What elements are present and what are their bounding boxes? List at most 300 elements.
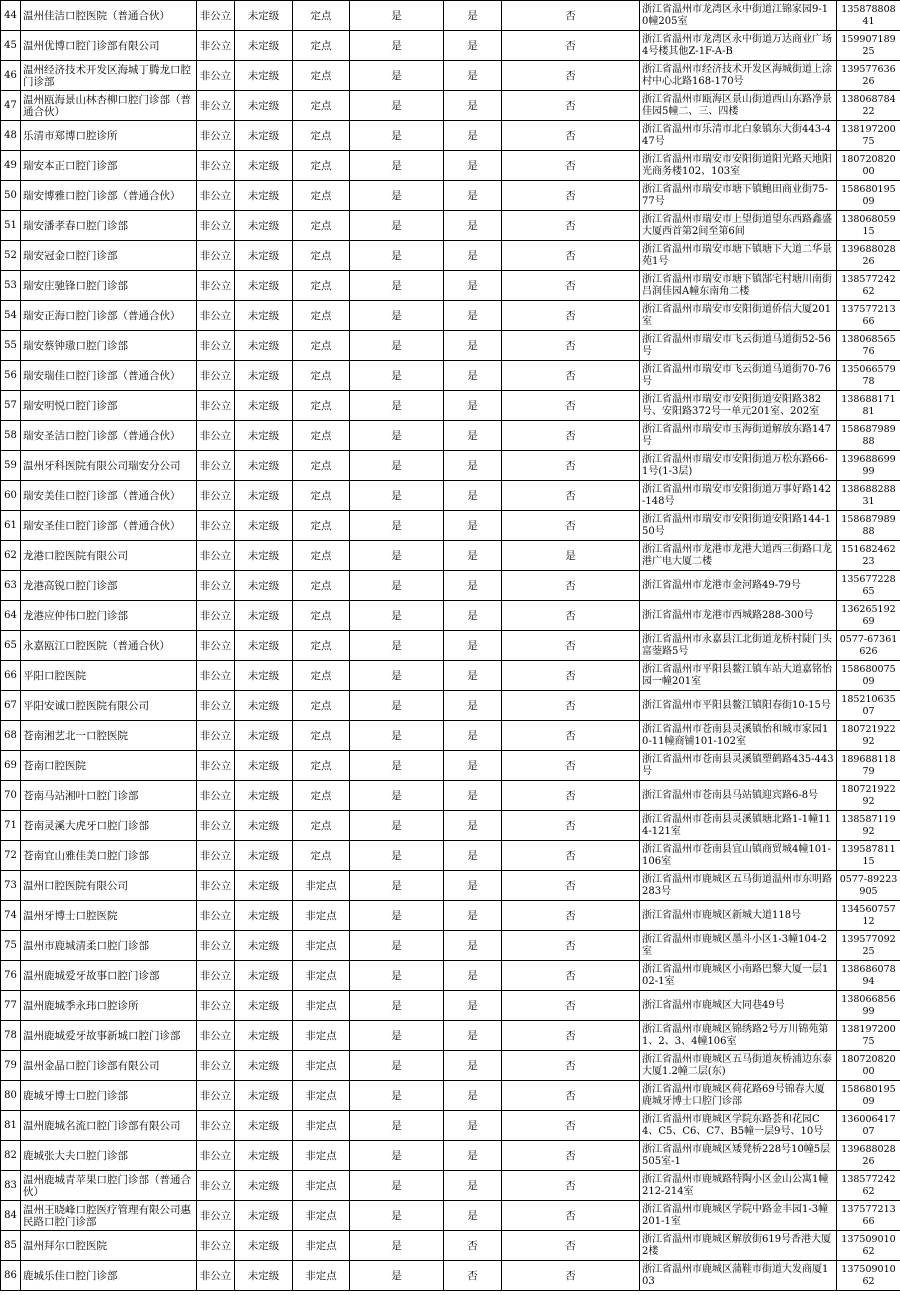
- address-cell: 浙江省温州市平阳县鳌江镇车站大道嘉铭怡园一幢201室: [640, 661, 837, 691]
- grade-cell: 未定级: [235, 781, 293, 811]
- row-number-cell: 81: [1, 1111, 21, 1141]
- table-row: [1, 1261, 900, 1291]
- row-number-cell: 45: [1, 31, 21, 61]
- flag-b-cell: 是: [444, 841, 502, 871]
- flag-b-cell: 是: [444, 961, 502, 991]
- grade-cell: 未定级: [235, 301, 293, 331]
- table-row: [1, 151, 900, 181]
- ownership-cell: 非公立: [197, 61, 235, 91]
- phone-cell: 15168246223: [837, 541, 900, 571]
- table-row: [1, 991, 900, 1021]
- grade-cell: 未定级: [235, 421, 293, 451]
- table-row: [1, 751, 900, 781]
- table-row: [1, 271, 900, 301]
- address-cell: 浙江省温州市苍南县灵溪镇塑鹤路435-443号: [640, 751, 837, 781]
- flag-a-cell: 是: [350, 361, 444, 391]
- flag-a-cell: 是: [350, 481, 444, 511]
- ownership-cell: 非公立: [197, 1051, 235, 1081]
- row-number-cell: 57: [1, 391, 21, 421]
- phone-cell: 13757721366: [837, 1201, 900, 1231]
- flag-c-cell: 否: [502, 91, 640, 121]
- designation-cell: 非定点: [293, 901, 350, 931]
- address-cell: 浙江省温州市鹿城区解放街619号香港大厦2楼: [640, 1231, 837, 1261]
- grade-cell: 未定级: [235, 721, 293, 751]
- grade-cell: 未定级: [235, 1171, 293, 1201]
- table-row: [1, 511, 900, 541]
- table-body: [1, 1, 900, 1291]
- grade-cell: 未定级: [235, 661, 293, 691]
- address-cell: 浙江省温州市鹿城区五马街道温州市东明路283号: [640, 871, 837, 901]
- address-cell: 浙江省温州市鹿城区锦绣路2号万川锦苑第1、2、3、4幢106室: [640, 1021, 837, 1051]
- row-number-cell: 79: [1, 1051, 21, 1081]
- designation-cell: 非定点: [293, 1201, 350, 1231]
- institution-name-cell: 温州鹿城爱牙故事新城口腔门诊部: [21, 1021, 197, 1051]
- table-row: [1, 91, 900, 121]
- institution-name-cell: 苍南马站湘叶口腔门诊部: [21, 781, 197, 811]
- phone-cell: 13968802826: [837, 1141, 900, 1171]
- flag-a-cell: 是: [350, 571, 444, 601]
- table-row: [1, 691, 900, 721]
- flag-a-cell: 是: [350, 961, 444, 991]
- address-cell: 浙江省温州市瑞安市玉海街道解放东路147号: [640, 421, 837, 451]
- flag-b-cell: 是: [444, 511, 502, 541]
- row-number-cell: 48: [1, 121, 21, 151]
- flag-a-cell: 是: [350, 61, 444, 91]
- ownership-cell: 非公立: [197, 631, 235, 661]
- grade-cell: 未定级: [235, 61, 293, 91]
- row-number-cell: 77: [1, 991, 21, 1021]
- flag-b-cell: 是: [444, 31, 502, 61]
- table-row: [1, 541, 900, 571]
- row-number-cell: 67: [1, 691, 21, 721]
- flag-c-cell: 否: [502, 451, 640, 481]
- grade-cell: 未定级: [235, 211, 293, 241]
- table-row: [1, 1021, 900, 1051]
- flag-b-cell: 是: [444, 301, 502, 331]
- designation-cell: 非定点: [293, 1021, 350, 1051]
- phone-cell: 18072192292: [837, 721, 900, 751]
- phone-cell: 13587880841: [837, 1, 900, 31]
- row-number-cell: 82: [1, 1141, 21, 1171]
- row-number-cell: 53: [1, 271, 21, 301]
- grade-cell: 未定级: [235, 241, 293, 271]
- row-number-cell: 65: [1, 631, 21, 661]
- grade-cell: 未定级: [235, 1261, 293, 1291]
- flag-a-cell: 是: [350, 121, 444, 151]
- designation-cell: 非定点: [293, 1261, 350, 1291]
- designation-cell: 定点: [293, 451, 350, 481]
- phone-cell: 13968869999: [837, 451, 900, 481]
- grade-cell: 未定级: [235, 1201, 293, 1231]
- institution-name-cell: 龙港应仲伟口腔门诊部: [21, 601, 197, 631]
- designation-cell: 非定点: [293, 871, 350, 901]
- flag-a-cell: 是: [350, 91, 444, 121]
- flag-c-cell: 否: [502, 1201, 640, 1231]
- table-row: [1, 811, 900, 841]
- designation-cell: 非定点: [293, 1111, 350, 1141]
- table-row: [1, 1081, 900, 1111]
- ownership-cell: 非公立: [197, 391, 235, 421]
- designation-cell: 定点: [293, 391, 350, 421]
- ownership-cell: 非公立: [197, 511, 235, 541]
- institution-name-cell: 温州王晓峰口腔医疗管理有限公司惠民路口腔门诊部: [21, 1201, 197, 1231]
- grade-cell: 未定级: [235, 841, 293, 871]
- phone-cell: 13806685699: [837, 991, 900, 1021]
- flag-b-cell: 是: [444, 571, 502, 601]
- address-cell: 浙江省温州市龙港市西城路288-300号: [640, 601, 837, 631]
- grade-cell: 未定级: [235, 121, 293, 151]
- row-number-cell: 68: [1, 721, 21, 751]
- table-row: [1, 1141, 900, 1171]
- flag-a-cell: 是: [350, 1081, 444, 1111]
- flag-c-cell: 否: [502, 1141, 640, 1171]
- designation-cell: 非定点: [293, 1051, 350, 1081]
- flag-b-cell: 是: [444, 601, 502, 631]
- flag-b-cell: 是: [444, 631, 502, 661]
- phone-cell: 13506657978: [837, 361, 900, 391]
- row-number-cell: 86: [1, 1261, 21, 1291]
- row-number-cell: 83: [1, 1171, 21, 1201]
- ownership-cell: 非公立: [197, 781, 235, 811]
- flag-b-cell: 是: [444, 871, 502, 901]
- table-row: [1, 1111, 900, 1141]
- designation-cell: 定点: [293, 661, 350, 691]
- flag-b-cell: 是: [444, 751, 502, 781]
- institution-name-cell: 瑞安蔡钟璈口腔门诊部: [21, 331, 197, 361]
- row-number-cell: 60: [1, 481, 21, 511]
- row-number-cell: 80: [1, 1081, 21, 1111]
- flag-a-cell: 是: [350, 301, 444, 331]
- designation-cell: 定点: [293, 91, 350, 121]
- designation-cell: 定点: [293, 481, 350, 511]
- flag-c-cell: 否: [502, 1051, 640, 1081]
- institution-name-cell: 温州鹿城季永玮口腔诊所: [21, 991, 197, 1021]
- phone-cell: 15868019509: [837, 1081, 900, 1111]
- address-cell: 浙江省温州市瓯海区景山街道西山东路净景佳园5幢二、三、四楼: [640, 91, 837, 121]
- designation-cell: 非定点: [293, 1081, 350, 1111]
- institution-name-cell: 温州优博口腔门诊部有限公司: [21, 31, 197, 61]
- flag-c-cell: 否: [502, 421, 640, 451]
- ownership-cell: 非公立: [197, 241, 235, 271]
- table-row: [1, 1231, 900, 1261]
- phone-cell: 13750901062: [837, 1261, 900, 1291]
- address-cell: 浙江省温州市瑞安市塘下镇鲍田商业街75-77号: [640, 181, 837, 211]
- address-cell: 浙江省温州市永嘉县江北街道龙桥村陡门头富蓥路5号: [640, 631, 837, 661]
- table-row: [1, 421, 900, 451]
- row-number-cell: 84: [1, 1201, 21, 1231]
- flag-a-cell: 是: [350, 31, 444, 61]
- ownership-cell: 非公立: [197, 811, 235, 841]
- flag-a-cell: 是: [350, 781, 444, 811]
- grade-cell: 未定级: [235, 1, 293, 31]
- flag-a-cell: 是: [350, 931, 444, 961]
- address-cell: 浙江省温州市龙湾区永中街道江锦家园9-10幢205室: [640, 1, 837, 31]
- flag-b-cell: 是: [444, 61, 502, 91]
- flag-a-cell: 是: [350, 1111, 444, 1141]
- grade-cell: 未定级: [235, 571, 293, 601]
- flag-c-cell: 否: [502, 571, 640, 601]
- table-row: [1, 241, 900, 271]
- grade-cell: 未定级: [235, 31, 293, 61]
- table-row: [1, 601, 900, 631]
- grade-cell: 未定级: [235, 1021, 293, 1051]
- ownership-cell: 非公立: [197, 721, 235, 751]
- row-number-cell: 73: [1, 871, 21, 901]
- flag-b-cell: 是: [444, 151, 502, 181]
- address-cell: 浙江省温州市瑞安市安阳街道安阳路144-150号: [640, 511, 837, 541]
- row-number-cell: 72: [1, 841, 21, 871]
- flag-a-cell: 是: [350, 1141, 444, 1171]
- phone-cell: 13567722865: [837, 571, 900, 601]
- flag-a-cell: 是: [350, 181, 444, 211]
- designation-cell: 定点: [293, 631, 350, 661]
- institution-name-cell: 温州鹿城青苹果口腔门诊部（普通合伙）: [21, 1171, 197, 1201]
- phone-cell: 13819720075: [837, 121, 900, 151]
- ownership-cell: 非公立: [197, 661, 235, 691]
- grade-cell: 未定级: [235, 481, 293, 511]
- institution-name-cell: 瑞安冠金口腔门诊部: [21, 241, 197, 271]
- flag-a-cell: 是: [350, 331, 444, 361]
- grade-cell: 未定级: [235, 1111, 293, 1141]
- phone-cell: 13819720075: [837, 1021, 900, 1051]
- row-number-cell: 70: [1, 781, 21, 811]
- flag-a-cell: 是: [350, 151, 444, 181]
- table-row: [1, 1171, 900, 1201]
- flag-b-cell: 是: [444, 181, 502, 211]
- flag-c-cell: 否: [502, 211, 640, 241]
- address-cell: 浙江省温州市瑞安市塘下镇郜宅村塘川南街吕润佳园A幢东南角二楼: [640, 271, 837, 301]
- institution-name-cell: 温州鹿城名流口腔门诊部有限公司: [21, 1111, 197, 1141]
- ownership-cell: 非公立: [197, 691, 235, 721]
- flag-c-cell: 否: [502, 691, 640, 721]
- address-cell: 浙江省温州市鹿城区墨斗小区1-3幢104-2室: [640, 931, 837, 961]
- flag-c-cell: 否: [502, 631, 640, 661]
- ownership-cell: 非公立: [197, 1141, 235, 1171]
- flag-a-cell: 是: [350, 751, 444, 781]
- flag-a-cell: 是: [350, 601, 444, 631]
- address-cell: 浙江省温州市鹿城区新城大道118号: [640, 901, 837, 931]
- table-row: [1, 871, 900, 901]
- flag-c-cell: 否: [502, 661, 640, 691]
- row-number-cell: 55: [1, 331, 21, 361]
- flag-b-cell: 是: [444, 241, 502, 271]
- grade-cell: 未定级: [235, 931, 293, 961]
- flag-c-cell: 否: [502, 121, 640, 151]
- ownership-cell: 非公立: [197, 151, 235, 181]
- ownership-cell: 非公立: [197, 901, 235, 931]
- flag-b-cell: 是: [444, 121, 502, 151]
- grade-cell: 未定级: [235, 901, 293, 931]
- phone-cell: 18968811879: [837, 751, 900, 781]
- institution-name-cell: 温州鹿城爱牙故事口腔门诊部: [21, 961, 197, 991]
- row-number-cell: 75: [1, 931, 21, 961]
- designation-cell: 定点: [293, 361, 350, 391]
- institution-name-cell: 苍南灵溪大虎牙口腔门诊部: [21, 811, 197, 841]
- row-number-cell: 85: [1, 1231, 21, 1261]
- phone-cell: 15868019509: [837, 181, 900, 211]
- flag-a-cell: 是: [350, 1, 444, 31]
- institution-name-cell: 瑞安瑞佳口腔门诊部（普通合伙）: [21, 361, 197, 391]
- address-cell: 浙江省温州市龙港市龙港大道西三街路口龙港广电大厦二楼: [640, 541, 837, 571]
- table-row: [1, 361, 900, 391]
- flag-a-cell: 是: [350, 541, 444, 571]
- flag-c-cell: 否: [502, 1021, 640, 1051]
- flag-a-cell: 是: [350, 391, 444, 421]
- table-row: [1, 721, 900, 751]
- row-number-cell: 62: [1, 541, 21, 571]
- table-row: [1, 331, 900, 361]
- table-row: [1, 1201, 900, 1231]
- flag-b-cell: 是: [444, 1021, 502, 1051]
- ownership-cell: 非公立: [197, 271, 235, 301]
- ownership-cell: 非公立: [197, 361, 235, 391]
- phone-cell: 15868007509: [837, 661, 900, 691]
- designation-cell: 定点: [293, 31, 350, 61]
- flag-c-cell: 否: [502, 361, 640, 391]
- flag-b-cell: 是: [444, 1201, 502, 1231]
- table-row: [1, 31, 900, 61]
- grade-cell: 未定级: [235, 91, 293, 121]
- phone-cell: 15990718925: [837, 31, 900, 61]
- phone-cell: 13968802826: [837, 241, 900, 271]
- designation-cell: 定点: [293, 571, 350, 601]
- flag-c-cell: 否: [502, 601, 640, 631]
- grade-cell: 未定级: [235, 541, 293, 571]
- address-cell: 浙江省温州市苍南县宜山镇商贸城4幢101-106室: [640, 841, 837, 871]
- ownership-cell: 非公立: [197, 1021, 235, 1051]
- flag-c-cell: 否: [502, 811, 640, 841]
- phone-cell: 13757721366: [837, 301, 900, 331]
- flag-b-cell: 是: [444, 811, 502, 841]
- ownership-cell: 非公立: [197, 1, 235, 31]
- flag-a-cell: 是: [350, 811, 444, 841]
- designation-cell: 定点: [293, 691, 350, 721]
- flag-c-cell: 否: [502, 871, 640, 901]
- flag-a-cell: 是: [350, 1171, 444, 1201]
- table-row: [1, 481, 900, 511]
- phone-cell: 15868798988: [837, 511, 900, 541]
- row-number-cell: 69: [1, 751, 21, 781]
- flag-b-cell: 是: [444, 391, 502, 421]
- designation-cell: 非定点: [293, 991, 350, 1021]
- address-cell: 浙江省温州市鹿城区矮凳桥228号10幢5层505室-1: [640, 1141, 837, 1171]
- ownership-cell: 非公立: [197, 991, 235, 1021]
- grade-cell: 未定级: [235, 271, 293, 301]
- address-cell: 浙江省温州市瑞安市安阳街道阳光路天地阳光商务楼102、103室: [640, 151, 837, 181]
- table-row: [1, 661, 900, 691]
- ownership-cell: 非公立: [197, 301, 235, 331]
- institution-name-cell: 温州牙科医院有限公司瑞安分公司: [21, 451, 197, 481]
- grade-cell: 未定级: [235, 511, 293, 541]
- row-number-cell: 58: [1, 421, 21, 451]
- row-number-cell: 47: [1, 91, 21, 121]
- row-number-cell: 44: [1, 1, 21, 31]
- phone-cell: 13806878422: [837, 91, 900, 121]
- flag-b-cell: 是: [444, 1081, 502, 1111]
- flag-b-cell: 否: [444, 1261, 502, 1291]
- flag-b-cell: 是: [444, 991, 502, 1021]
- institution-name-cell: 鹿城张大夫口腔门诊部: [21, 1141, 197, 1171]
- ownership-cell: 非公立: [197, 1261, 235, 1291]
- institution-name-cell: 瑞安美佳口腔门诊部（普通合伙）: [21, 481, 197, 511]
- flag-c-cell: 否: [502, 301, 640, 331]
- ownership-cell: 非公立: [197, 601, 235, 631]
- institution-name-cell: 温州经济技术开发区海城丁腾龙口腔门诊部: [21, 61, 197, 91]
- ownership-cell: 非公立: [197, 841, 235, 871]
- flag-c-cell: 否: [502, 481, 640, 511]
- designation-cell: 定点: [293, 211, 350, 241]
- flag-c-cell: 否: [502, 721, 640, 751]
- grade-cell: 未定级: [235, 181, 293, 211]
- address-cell: 浙江省温州市鹿城区小南路巴黎大厦一层102-1室: [640, 961, 837, 991]
- table-row: [1, 181, 900, 211]
- address-cell: 浙江省温州市瑞安市上望街道望东西路鑫盛大厦西首第2间至第6间: [640, 211, 837, 241]
- table-row: [1, 961, 900, 991]
- institution-name-cell: 鹿城牙博士口腔门诊部: [21, 1081, 197, 1111]
- grade-cell: 未定级: [235, 751, 293, 781]
- grade-cell: 未定级: [235, 151, 293, 181]
- row-number-cell: 74: [1, 901, 21, 931]
- grade-cell: 未定级: [235, 1231, 293, 1261]
- row-number-cell: 76: [1, 961, 21, 991]
- flag-c-cell: 是: [502, 541, 640, 571]
- address-cell: 浙江省温州市瑞安市飞云街道马道街52-56号: [640, 331, 837, 361]
- flag-c-cell: 否: [502, 61, 640, 91]
- institution-name-cell: 温州牙博士口腔医院: [21, 901, 197, 931]
- address-cell: 浙江省温州市平阳县鳌江镇阳春街10-15号: [640, 691, 837, 721]
- grade-cell: 未定级: [235, 1081, 293, 1111]
- flag-a-cell: 是: [350, 661, 444, 691]
- table-row: [1, 211, 900, 241]
- row-number-cell: 63: [1, 571, 21, 601]
- institution-name-cell: 瑞安正海口腔门诊部（普通合伙）: [21, 301, 197, 331]
- designation-cell: 非定点: [293, 1141, 350, 1171]
- institution-name-cell: 温州拜尔口腔医院: [21, 1231, 197, 1261]
- flag-a-cell: 是: [350, 1201, 444, 1231]
- flag-c-cell: 否: [502, 781, 640, 811]
- ownership-cell: 非公立: [197, 91, 235, 121]
- address-cell: 浙江省温州市鹿城区蒲鞋市街道大发商厦103: [640, 1261, 837, 1291]
- flag-c-cell: 否: [502, 1231, 640, 1261]
- row-number-cell: 78: [1, 1021, 21, 1051]
- table-row: [1, 901, 900, 931]
- flag-c-cell: 否: [502, 961, 640, 991]
- flag-c-cell: 否: [502, 391, 640, 421]
- grade-cell: 未定级: [235, 391, 293, 421]
- flag-b-cell: 是: [444, 901, 502, 931]
- phone-cell: 13456075712: [837, 901, 900, 931]
- flag-a-cell: 是: [350, 901, 444, 931]
- address-cell: 浙江省温州市瑞安市安阳街道安阳路382号、安阳路372号一单元201室、202室: [640, 391, 837, 421]
- flag-b-cell: 是: [444, 271, 502, 301]
- table-row: [1, 781, 900, 811]
- flag-c-cell: 否: [502, 901, 640, 931]
- flag-a-cell: 是: [350, 1051, 444, 1081]
- phone-cell: 13868607894: [837, 961, 900, 991]
- institution-name-cell: 瑞安圣佳口腔门诊部（普通合伙）: [21, 511, 197, 541]
- institution-name-cell: 温州瓯海景山林杏柳口腔门诊部（普通合伙）: [21, 91, 197, 121]
- flag-b-cell: 是: [444, 361, 502, 391]
- flag-a-cell: 是: [350, 241, 444, 271]
- grade-cell: 未定级: [235, 451, 293, 481]
- phone-cell: 0577-67361626: [837, 631, 900, 661]
- grade-cell: 未定级: [235, 331, 293, 361]
- address-cell: 浙江省温州市瑞安市飞云街道马道街70-76号: [640, 361, 837, 391]
- address-cell: 浙江省温州市龙湾区永中街道万达商业广场4号楼其他Z-1F-A-B: [640, 31, 837, 61]
- flag-b-cell: 是: [444, 1141, 502, 1171]
- flag-b-cell: 是: [444, 781, 502, 811]
- designation-cell: 定点: [293, 241, 350, 271]
